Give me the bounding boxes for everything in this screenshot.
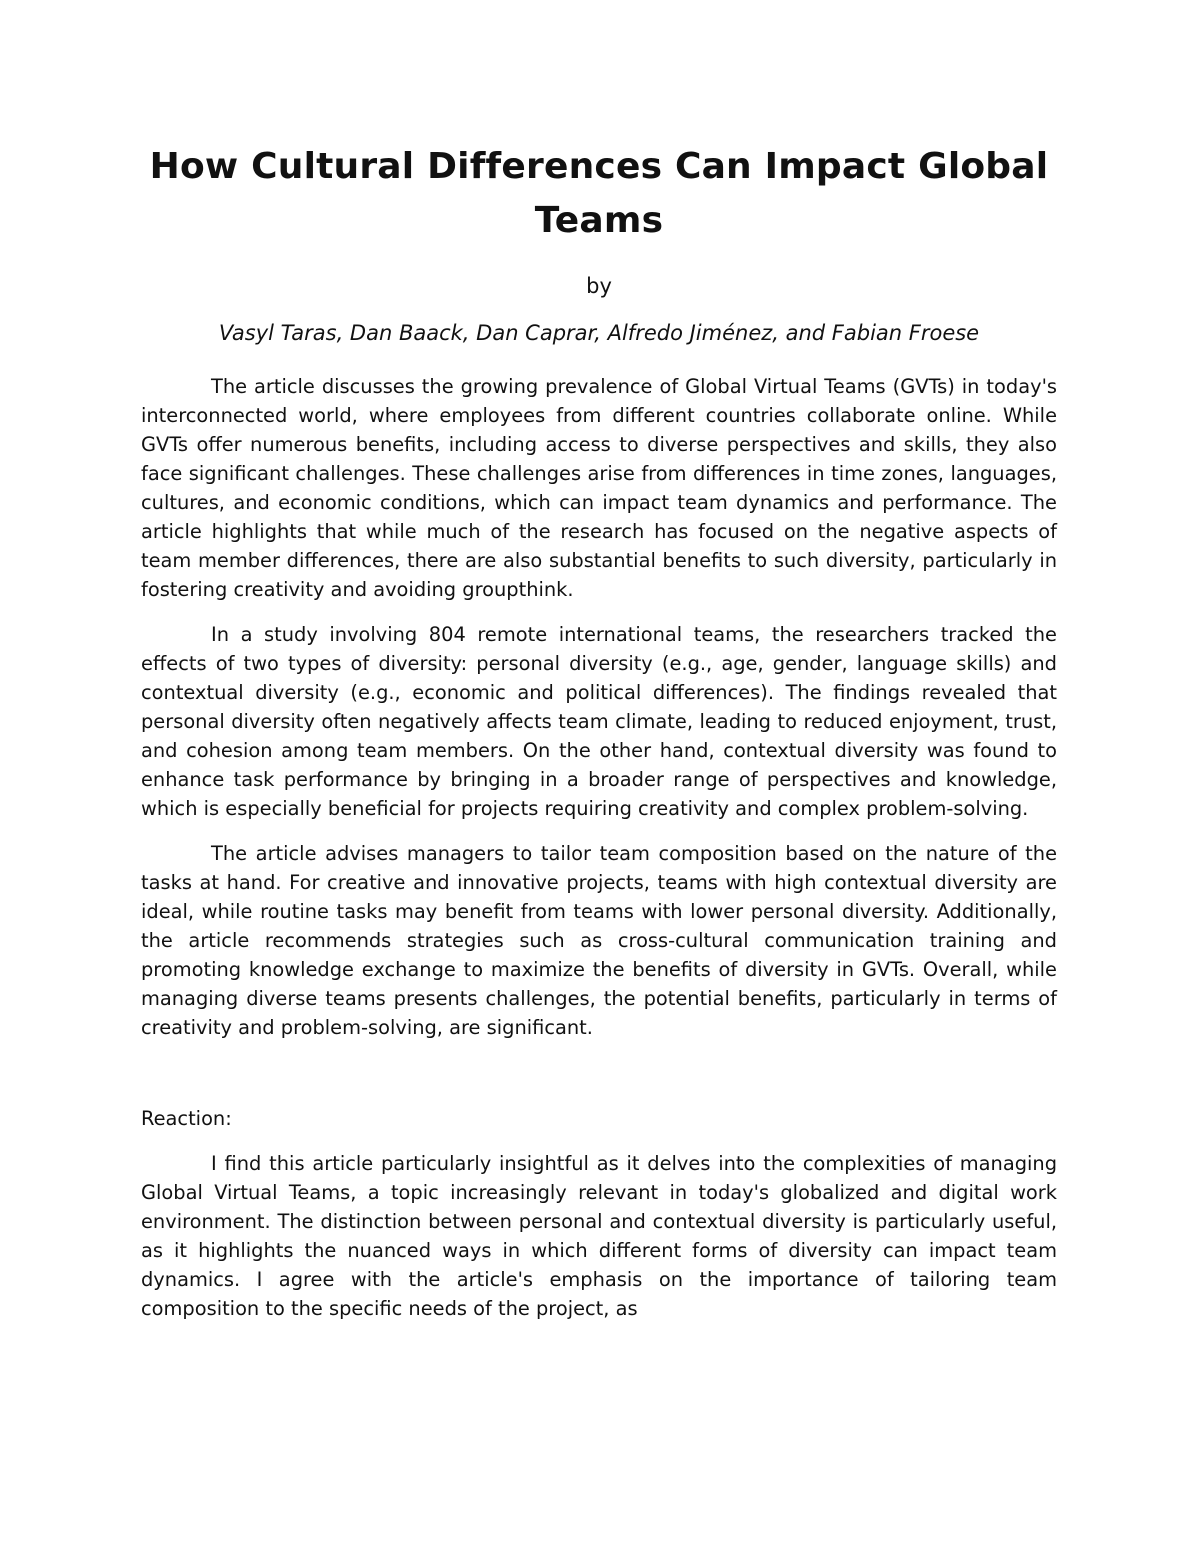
summary-paragraph-3: The article advises managers to tailor team composition based on the nature of the tasks at hand. For creative and innovative projects, teams with high contextual diversity are ideal, while routine tasks may benefit from teams with lower personal diversity. Additionally, the article recommends strategies such as cross-cultural communication training and promoting knowledge exchange to maximize the benefits of diversity in GVTs. Overall, while managing diverse teams presents challenges, the potential benefits, particularly in terms of creativity and problem-solving, are significant. — [141, 842, 1057, 1039]
summary-paragraph-1: The article discusses the growing prevalence of Global Virtual Teams (GVTs) in today's interconnected world, where employees from different countries collaborate online. While GVTs offer numerous benefits, including access to diverse perspectives and skills, they also face significant challenges. These challenges arise from differences in time zones, languages, cultures, and economic conditions, which can impact team dynamics and performance. The article highlights that while much of the research has focused on the negative aspects of team member differences, there are also substantial benefits to such diversity, particularly in fostering creativity and avoiding groupthink. — [141, 375, 1057, 601]
author-list: Vasyl Taras, Dan Baack, Dan Caprar, Alfredo Jiménez, and Fabian Froese — [218, 321, 980, 345]
summary-paragraph-2: In a study involving 804 remote international teams, the researchers tracked the effects of two types of diversity: personal diversity (e.g., age, gender, language skills) and contextual diversity (e.g., economic and political differences). The findings revealed that personal diversity often negatively affects team climate, leading to reduced enjoyment, trust, and cohesion among team members. On the other hand, contextual diversity was found to enhance task performance by bringing in a broader range of perspectives and knowledge, which is especially beneficial for projects requiring creativity and complex problem-solving. — [141, 623, 1057, 820]
reaction-heading: Reaction: — [141, 1107, 232, 1130]
byline-label: by — [586, 274, 612, 298]
document-page — [141, 140, 1057, 1323]
reaction-paragraph: I find this article particularly insightful as it delves into the complexities of managing Global Virtual Teams, a topic increasingly relevant in today's globalized and digital work environment. The distinction between personal and contextual diversity is particularly useful, as it highlights the nuanced ways in which different forms of diversity can impact team dynamics. I agree with the article's emphasis on the importance of tailoring team composition to the specific needs of the project, as — [141, 1152, 1057, 1320]
document-title: How Cultural Differences Can Impact Global Teams — [149, 146, 1049, 241]
